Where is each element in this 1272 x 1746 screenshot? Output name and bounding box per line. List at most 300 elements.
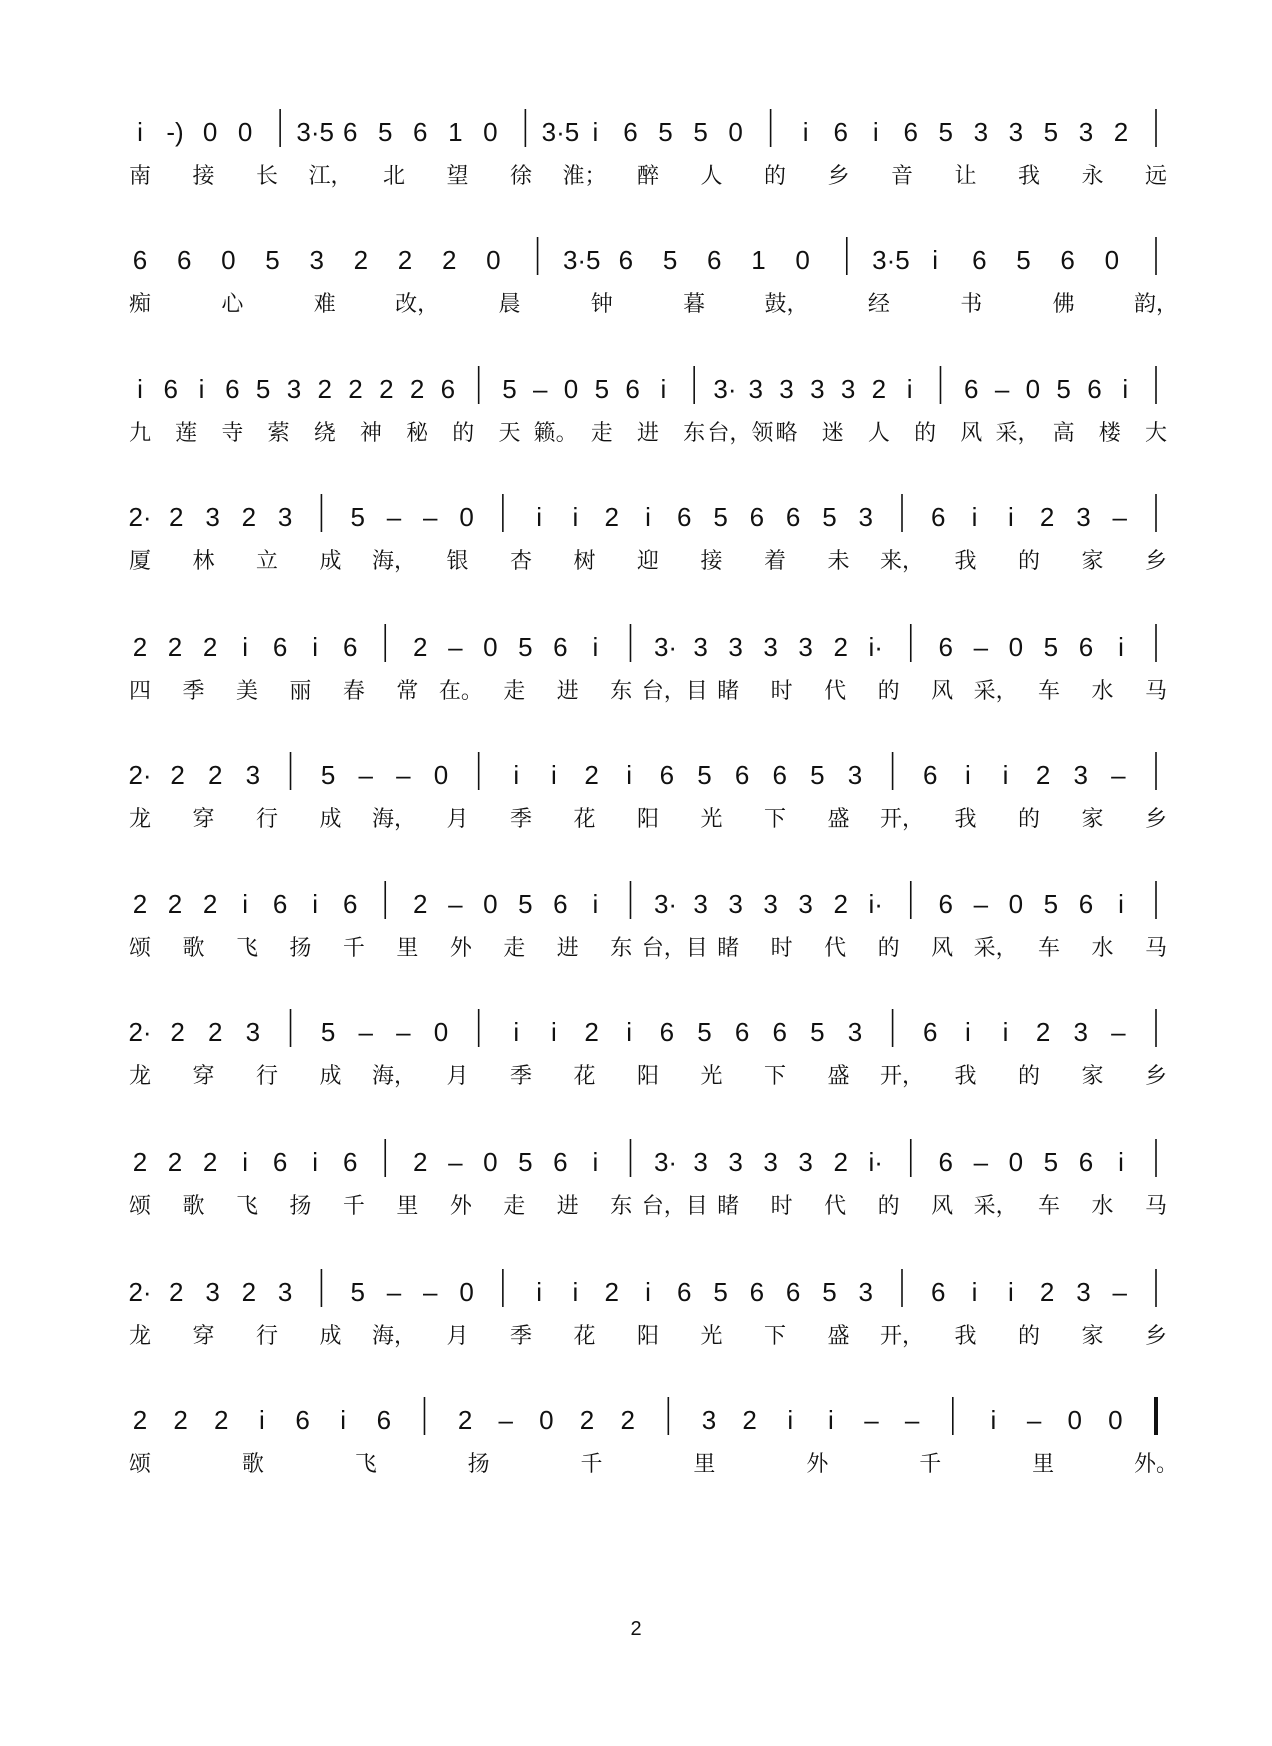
lyric-syllable: 的: [877, 936, 900, 961]
note: 2: [871, 374, 887, 404]
lyric-syllable: 光: [700, 1064, 723, 1089]
note: 2: [132, 889, 148, 919]
note: 3: [693, 889, 708, 919]
note: i: [932, 245, 939, 275]
note: i: [137, 374, 143, 404]
note: 0: [483, 117, 498, 147]
lyric-syllable: 飞: [235, 936, 258, 961]
lyric-syllable: 采，: [973, 1194, 1018, 1219]
note: 2: [317, 374, 332, 404]
lyric-syllable: 千: [342, 1194, 365, 1219]
note: 2: [584, 760, 599, 790]
lyric-syllable: 家: [1081, 807, 1104, 832]
note: –: [1112, 1277, 1127, 1307]
note: 6: [734, 1017, 750, 1047]
lyric-syllable: 家: [1081, 1324, 1104, 1349]
note: –: [448, 1147, 463, 1177]
note: 5: [697, 1017, 712, 1047]
note: 6: [931, 1277, 946, 1307]
note: 2·: [128, 1017, 152, 1047]
note: 2: [208, 760, 223, 790]
lyric-syllable: 莲: [175, 421, 198, 446]
note: 2: [167, 632, 183, 662]
lyric-syllable: 代: [824, 936, 847, 961]
note: i: [536, 502, 543, 532]
lyric-syllable: 暮: [683, 292, 706, 317]
lyric-syllable: 乡: [1144, 1064, 1168, 1089]
lyric-syllable: 代: [824, 679, 847, 704]
note: 3·5: [296, 117, 334, 147]
lyric-syllable: 穿: [192, 807, 215, 832]
note: 3: [847, 760, 863, 790]
lyric-syllable: 歌: [241, 1452, 264, 1477]
score-system: [128, 1269, 1167, 1349]
note: 3: [728, 1147, 743, 1177]
note: 6: [342, 889, 358, 919]
score-system: [129, 624, 1167, 704]
note: 3·: [653, 1147, 678, 1177]
note: i: [971, 502, 978, 532]
note: i: [242, 632, 248, 662]
note: 5: [518, 632, 533, 662]
note: 2: [833, 889, 848, 919]
note: 3: [763, 632, 778, 662]
note: 3·5: [562, 245, 601, 275]
lyric-syllable: 东: [610, 1194, 633, 1219]
note: 3·: [653, 889, 678, 919]
note: 3: [728, 889, 743, 919]
note: i: [242, 889, 248, 919]
lyric-syllable: 马: [1144, 1194, 1168, 1219]
note: 2: [457, 1405, 473, 1435]
note: –: [973, 1147, 989, 1177]
lyric-syllable: 季: [182, 679, 205, 704]
note: i: [1007, 502, 1014, 532]
note: 2: [169, 1277, 184, 1307]
note: 6: [922, 1017, 938, 1047]
lyric-syllable: 天: [498, 421, 521, 446]
note: 0: [221, 245, 236, 275]
note: –: [423, 502, 438, 532]
note: 6: [749, 502, 765, 532]
note: 6: [1078, 632, 1094, 662]
note: 3: [693, 1147, 708, 1177]
score-system: [129, 109, 1167, 189]
note: 6: [342, 632, 358, 662]
note: 3: [728, 632, 743, 662]
lyric-syllable: 龙: [128, 807, 152, 832]
lyric-syllable: 睹: [717, 1194, 740, 1219]
note: 5: [265, 245, 280, 275]
lyric-syllable: 音: [890, 164, 914, 189]
lyric-syllable: 东: [683, 421, 706, 446]
note: i·: [868, 1147, 883, 1177]
lyric-syllable: 进: [556, 1194, 579, 1219]
note: 2: [132, 632, 148, 662]
note: i: [1002, 760, 1009, 790]
note: 6: [342, 1147, 358, 1177]
score-system: [128, 752, 1167, 832]
note: i: [964, 1017, 971, 1047]
lyric-syllable: 江，: [308, 164, 353, 189]
note: 2·: [128, 502, 152, 532]
lyric-syllable: 丽: [289, 679, 312, 704]
lyric-syllable: 外。: [1133, 1452, 1179, 1477]
lyric-syllable: 徐: [509, 164, 533, 189]
note: 6: [440, 374, 456, 404]
lyric-syllable: 走: [503, 936, 526, 961]
score-system: [129, 1139, 1167, 1219]
note: 6: [677, 502, 692, 532]
note: i: [626, 1017, 633, 1047]
lyric-syllable: 的: [1017, 807, 1041, 832]
note: 5: [938, 117, 954, 147]
lyric-syllable: 开，: [879, 1064, 925, 1089]
note: 5: [378, 117, 393, 147]
note: 0: [433, 760, 449, 790]
note: i: [645, 502, 651, 532]
lyric-syllable: 龙: [128, 1324, 152, 1349]
note: i: [513, 760, 520, 790]
note: 6: [903, 117, 918, 147]
note: 6: [772, 760, 787, 790]
note: 6: [272, 889, 288, 919]
lyric-syllable: 风: [931, 1194, 954, 1219]
note: 0: [1008, 632, 1024, 662]
note: 2: [833, 1147, 848, 1177]
note: 6: [553, 632, 568, 662]
lyric-syllable: 接: [700, 549, 723, 574]
note: i: [592, 1147, 599, 1177]
note: 0: [237, 117, 253, 147]
note: 3: [1008, 117, 1024, 147]
lyric-syllable: 海，: [371, 807, 417, 832]
lyric-syllable: 乡: [827, 164, 850, 189]
lyric-syllable: 绕: [313, 421, 336, 446]
lyric-syllable: 行: [255, 1324, 279, 1349]
note: 2: [173, 1405, 188, 1435]
note: 3: [858, 502, 873, 532]
lyric-syllable: 走: [590, 421, 613, 446]
lyric-syllable: 接: [192, 164, 215, 189]
lyric-syllable: 林: [192, 549, 215, 574]
note: i: [592, 117, 599, 147]
note: 6: [295, 1405, 310, 1435]
lyric-syllable: 台，目: [641, 679, 708, 704]
note: 3: [245, 1017, 261, 1047]
note: 5: [350, 502, 365, 532]
note: 6: [1087, 374, 1102, 404]
lyric-syllable: 钟: [590, 292, 613, 317]
note: –: [904, 1405, 920, 1435]
lyric-syllable: 成: [319, 1064, 342, 1089]
lyric-syllable: 外: [449, 936, 472, 961]
lyric-syllable: 醉: [636, 164, 660, 189]
lyric-syllable: 人: [700, 164, 723, 189]
note: 2: [379, 374, 394, 404]
note: 2: [202, 1147, 218, 1177]
lyric-syllable: 让: [954, 164, 977, 189]
lyric-syllable: 飞: [235, 1194, 258, 1219]
lyric-syllable: 花: [573, 1324, 596, 1349]
note: 2: [241, 1277, 257, 1307]
lyric-syllable: 开，: [879, 807, 925, 832]
note: 0: [1008, 889, 1024, 919]
note: 0: [486, 245, 501, 275]
lyric-syllable: 季: [509, 807, 533, 832]
lyric-syllable: 经: [867, 292, 890, 317]
note: 6: [749, 1277, 765, 1307]
lyric-syllable: 盛: [827, 807, 850, 832]
lyric-syllable: 的: [763, 164, 787, 189]
lyric-syllable: 我: [1017, 164, 1041, 189]
lyric-syllable: 月: [446, 807, 469, 832]
lyric-syllable: 迷: [821, 421, 844, 446]
note: 3: [1073, 1017, 1088, 1047]
note: 0: [563, 374, 579, 404]
note: 6: [272, 632, 288, 662]
note: i·: [868, 632, 883, 662]
note: 2: [579, 1405, 595, 1435]
lyric-syllable: 月: [446, 1064, 469, 1089]
lyric-syllable: 龙: [128, 1064, 152, 1089]
note: 2: [132, 1147, 148, 1177]
lyric-syllable: 光: [700, 807, 723, 832]
lyric-syllable: 杏: [509, 549, 533, 574]
note: i: [1118, 632, 1124, 662]
note: 6: [618, 245, 634, 275]
lyric-syllable: 成: [319, 1324, 342, 1349]
note: 5: [810, 1017, 825, 1047]
note: 2: [441, 245, 457, 275]
lyric-syllable: 采，: [995, 421, 1040, 446]
lyric-syllable: 飞: [354, 1452, 377, 1477]
note: 6: [225, 374, 240, 404]
lyric-syllable: 马: [1144, 679, 1168, 704]
note: 0: [202, 117, 218, 147]
lyric-syllable: 成: [319, 807, 342, 832]
lyric-syllable: 望: [446, 164, 469, 189]
note: 6: [623, 117, 638, 147]
lyric-syllable: 花: [573, 1064, 596, 1089]
lyric-syllable: 家: [1081, 1064, 1104, 1089]
lyric-syllable: 下: [763, 807, 787, 832]
note: 5: [518, 1147, 533, 1177]
lyric-syllable: 的: [1017, 1324, 1041, 1349]
lyric-syllable: 乡: [1144, 549, 1168, 574]
note: 3: [205, 1277, 220, 1307]
lyric-syllable: 改，: [395, 292, 440, 317]
note: 5: [1043, 632, 1059, 662]
lyric-syllable: 月: [446, 1324, 469, 1349]
lyric-syllable: 车: [1038, 1194, 1061, 1219]
note: 2: [132, 1405, 148, 1435]
lyric-syllable: 略: [775, 421, 798, 446]
note: 2: [413, 889, 428, 919]
note: 6: [342, 117, 358, 147]
note: i: [312, 632, 319, 662]
note: 3: [701, 1405, 717, 1435]
note: –: [396, 1017, 411, 1047]
lyric-syllable: 东: [610, 679, 633, 704]
lyric-syllable: 痴: [128, 292, 152, 317]
note: 0: [1104, 245, 1120, 275]
lyric-syllable: 车: [1038, 679, 1061, 704]
note: i·: [868, 889, 883, 919]
note: i: [1118, 889, 1124, 919]
note: 3: [1076, 1277, 1091, 1307]
lyric-syllable: 书: [960, 292, 983, 317]
note: 0: [1008, 1147, 1024, 1177]
note: i: [626, 760, 633, 790]
note: –: [498, 1405, 513, 1435]
lyric-syllable: 千: [919, 1452, 942, 1477]
note: 2: [1113, 117, 1129, 147]
note: 3: [763, 889, 778, 919]
lyric-syllable: 走: [503, 679, 526, 704]
lyric-syllable: 春: [342, 679, 365, 704]
note: 2: [1039, 502, 1055, 532]
note: i: [551, 1017, 557, 1047]
note: 6: [625, 374, 640, 404]
lyric-syllable: 风: [931, 679, 954, 704]
note: 0: [433, 1017, 449, 1047]
note: –: [448, 632, 463, 662]
page-number: 2: [630, 1618, 642, 1640]
lyric-syllable: 花: [573, 807, 596, 832]
lyric-syllable: 鼓，: [764, 292, 809, 317]
lyric-syllable: 阳: [636, 1064, 660, 1089]
lyric-syllable: 海，: [371, 1324, 417, 1349]
lyric-syllable: 的: [1017, 1064, 1041, 1089]
note: 2: [170, 760, 185, 790]
lyric-syllable: 佛: [1052, 292, 1075, 317]
lyric-syllable: 美: [235, 679, 258, 704]
note: 6: [785, 502, 801, 532]
note: 1: [751, 245, 766, 275]
note: i: [137, 117, 143, 147]
lyric-syllable: 常: [396, 679, 419, 704]
score-system: [128, 1009, 1167, 1089]
note: i: [1002, 1017, 1009, 1047]
note: 5: [713, 1277, 728, 1307]
note: 2: [208, 1017, 223, 1047]
note: –: [358, 760, 374, 790]
lyric-syllable: 大: [1144, 421, 1168, 446]
note: 6: [964, 374, 979, 404]
note: i: [592, 889, 599, 919]
lyric-syllable: 盛: [827, 1064, 850, 1089]
note: –: [1111, 760, 1126, 790]
lyric-syllable: 颂: [128, 1452, 152, 1477]
note: 2: [1039, 1277, 1055, 1307]
lyric-syllable: 来，: [879, 549, 925, 574]
note: 2: [742, 1405, 757, 1435]
note: 2·: [128, 1277, 152, 1307]
note: 2: [604, 502, 619, 532]
lyric-syllable: 盛: [827, 1324, 850, 1349]
note: 5: [518, 889, 533, 919]
note: 2: [169, 502, 184, 532]
note: –: [423, 1277, 438, 1307]
note: 0: [1108, 1405, 1123, 1435]
note: i: [259, 1405, 265, 1435]
note: i: [906, 374, 913, 404]
lyric-syllable: 神: [359, 421, 382, 446]
note: 3: [205, 502, 220, 532]
lyric-syllable: 扬: [289, 936, 312, 961]
note: 1: [448, 117, 463, 147]
note: i: [1122, 374, 1129, 404]
note: 2: [241, 502, 257, 532]
note: 2: [604, 1277, 619, 1307]
score-system: [129, 1397, 1178, 1477]
note: 2: [1035, 1017, 1051, 1047]
lyric-syllable: 着: [763, 549, 787, 574]
note: –: [386, 1277, 402, 1307]
note: 2: [620, 1405, 635, 1435]
lyric-syllable: 阳: [636, 1324, 660, 1349]
note: 5: [822, 502, 837, 532]
note: 0: [795, 245, 810, 275]
note: 3: [847, 1017, 863, 1047]
note: 3: [779, 374, 794, 404]
note: 3: [763, 1147, 778, 1177]
note: 2: [397, 245, 413, 275]
note: –: [533, 374, 548, 404]
lyric-syllable: 下: [763, 1324, 787, 1349]
note: i: [990, 1405, 997, 1435]
lyric-syllable: 进: [636, 421, 660, 446]
note: –: [1111, 1017, 1126, 1047]
lyric-syllable: 台，目: [641, 1194, 708, 1219]
note: i: [592, 632, 599, 662]
note: 3: [810, 374, 825, 404]
note: i: [340, 1405, 347, 1435]
lyric-syllable: 高: [1052, 421, 1075, 446]
note: 6: [176, 245, 192, 275]
note: 2: [167, 1147, 183, 1177]
lyric-syllable: 厦: [128, 549, 152, 574]
lyric-syllable: 的: [914, 421, 937, 446]
lyric-syllable: 穿: [192, 1324, 215, 1349]
note: 2: [413, 632, 428, 662]
note: 3: [798, 1147, 813, 1177]
note: 3: [798, 632, 813, 662]
lyric-syllable: 树: [573, 549, 596, 574]
note: 0: [1067, 1405, 1082, 1435]
lyric-syllable: 扬: [467, 1452, 490, 1477]
note: i: [827, 1405, 834, 1435]
note: 2: [348, 374, 363, 404]
note: 0: [459, 1277, 474, 1307]
note: 6: [163, 374, 179, 404]
note: i: [802, 117, 809, 147]
note: 5: [822, 1277, 837, 1307]
note: 5: [810, 760, 825, 790]
lyric-syllable: 的: [1017, 549, 1041, 574]
note: 5: [1056, 374, 1071, 404]
note: 5: [662, 245, 678, 275]
lyric-syllable: 海，: [371, 1064, 417, 1089]
note: 0: [483, 889, 498, 919]
lyric-syllable: 外: [806, 1452, 829, 1477]
lyric-syllable: 千: [342, 936, 365, 961]
note: 6: [707, 245, 722, 275]
lyric-syllable: 寺: [221, 421, 244, 446]
note: 5: [1043, 889, 1059, 919]
note: 5: [1043, 117, 1059, 147]
